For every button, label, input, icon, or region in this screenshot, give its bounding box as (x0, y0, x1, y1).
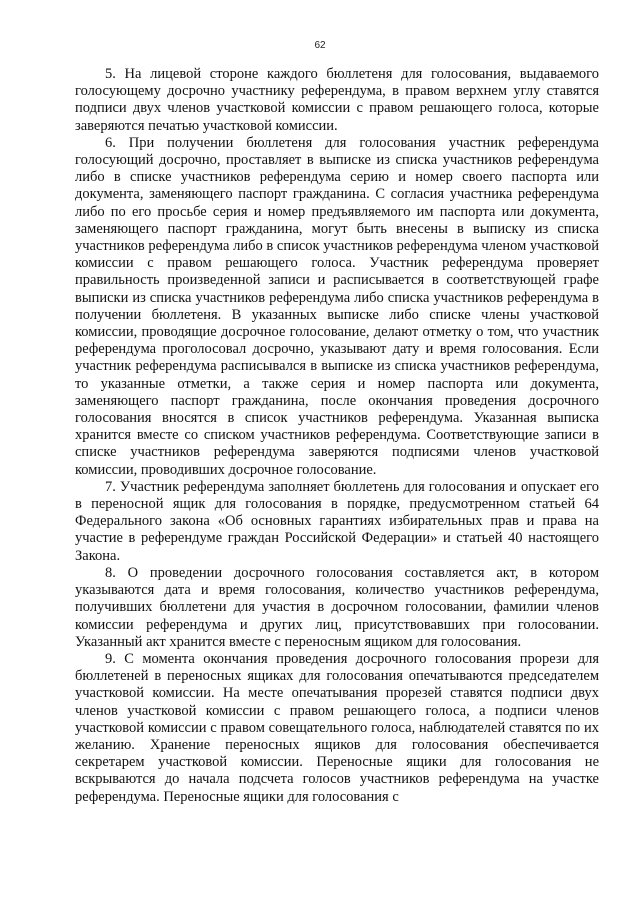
paragraph-6: 6. При получении бюллетеня для голосования участник референдума голосующий досрочно, проставляет в выписке из списка участников референдума либо в списке участников референдума серию и номер своего паспорта или документа, заменяющего паспорт гражданина. С согласия участника референдума либо по его просьбе серия и номер предъявляемого им паспорта или документа, заменяющего паспорт гражданина, могут быть внесены в выписку из списка участников референдума либо в список участников референдума членом участковой комиссии с правом решающего голоса. Участник референдума проверяет правильность произведенной записи и расписывается в соответствующей графе выписки из списка участников референдума либо списка участников референдума в получении бюллетеня. В указанных выписке либо списке члены участковой комиссии, проводящие досрочное голосование, делают отметку о том, что участник референдума проголосовал досрочно, указывают дату и время голосования. Если участник референдума расписывался в выписке из списка участников референдума, то указанные отметки, а также серия и номер паспорта или документа, заменяющего паспорт гражданина, после окончания проведения досрочного голосования вносятся в список участников референдума. Указанная выписка хранится вместе со списком участников референдума. Соответствующие записи в списке участников референдума заверяются подписями членов участковой комиссии, проводивших досрочное голосование. (75, 134, 599, 478)
document-body (75, 66, 599, 806)
paragraph-8: 8. О проведении досрочного голосования составляется акт, в котором указываются дата и время голосования, количество участников референдума, получивших бюллетени для участия в досрочном голосовании, фамилии членов комиссии референдума и других лиц, присутствовавших при голосовании. Указанный акт хранится вместе с переносным ящиком для голосования. (75, 564, 599, 650)
page-number: 62 (314, 40, 326, 51)
paragraph-5: 5. На лицевой стороне каждого бюллетеня для голосования, выдаваемого голосующему досрочно участнику референдума, в правом верхнем углу ставятся подписи двух членов участковой комиссии с правом решающего голоса, которые заверяются печатью участковой комиссии. (75, 66, 599, 134)
paragraph-7: 7. Участник референдума заполняет бюллетень для голосования и опускает его в переносной ящик для голосования в порядке, предусмотренном статьей 64 Федерального закона «Об основных гарантиях избирательных прав и права на участие в референдуме граждан Российской Федерации» и статьей 40 настоящего Закона. (75, 478, 599, 564)
paragraph-9: 9. С момента окончания проведения досрочного голосования прорези для бюллетеней в переносных ящиках для голосования опечатываются председателем участковой комиссии. На месте опечатывания прорезей ставятся подписи двух членов участковой комиссии с правом решающего голоса, а подписи членов участковой комиссии с правом совещательного голоса, наблюдателей ставятся по их желанию. Хранение переносных ящиков для голосования обеспечивается секретарем участковой комиссии. Переносные ящики для голосования не вскрываются до начала подсчета голосов участников референдума на участке референдума. Переносные ящики для голосования с (75, 650, 599, 805)
